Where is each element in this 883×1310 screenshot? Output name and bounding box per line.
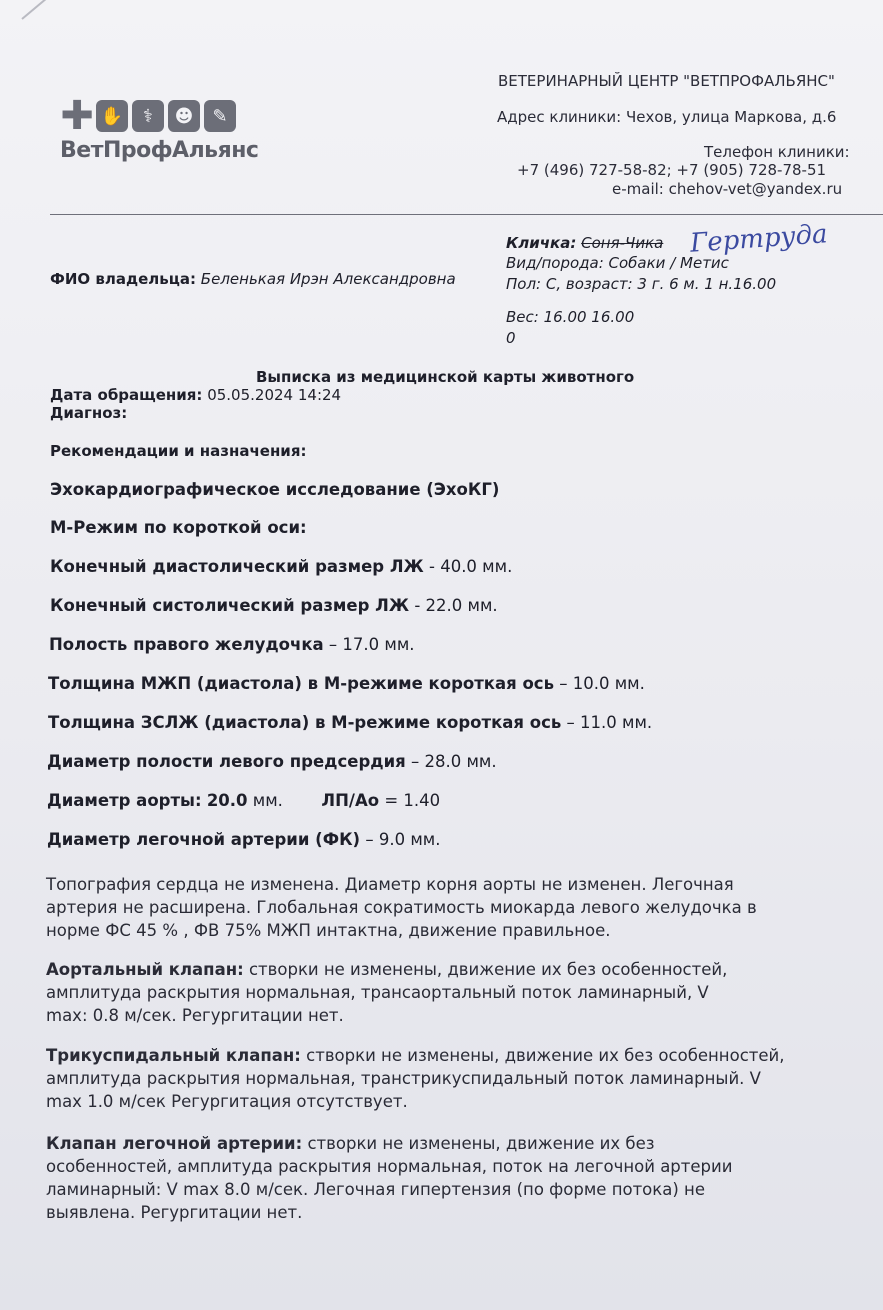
tricuspid-valve-label: Трикуспидальный клапан: (46, 1046, 301, 1065)
paragraph-line: max 1.0 м/сек Регургитация отсутствует. (46, 1092, 408, 1111)
aorta-unit: мм. (247, 791, 283, 810)
syringe-icon: ✎ (204, 100, 236, 132)
pet-name-struck: Соня-Чика (581, 234, 664, 252)
aortic-valve-paragraph (46, 958, 883, 1027)
paragraph-line (46, 1132, 883, 1155)
measurement-row (48, 713, 652, 732)
measurement-label: Полость правого желудочка (49, 635, 324, 654)
measurement-value: – 28.0 мм. (405, 752, 497, 771)
measurement-value: - 40.0 мм. (423, 557, 513, 576)
aorta-row (47, 791, 440, 810)
tricuspid-valve-paragraph (46, 1044, 883, 1113)
clinic-address: Адрес клиники: Чехов, улица Маркова, д.6 (497, 108, 837, 126)
cross-icon: ✚ (60, 93, 94, 139)
paragraph-text: створки не изменены, движение их без особенностей, (243, 960, 728, 979)
pulmonary-value: – 9.0 мм. (360, 830, 441, 849)
measurement-label: Конечный диастолический размер ЛЖ (50, 557, 424, 576)
measurement-label: Толщина ЗСЛЖ (диастола) в М-режиме короткая ось (48, 713, 562, 732)
header-divider (50, 214, 883, 215)
document-title: Выписка из медицинской карты животного (256, 368, 635, 386)
measurement-value: – 17.0 мм. (323, 635, 415, 654)
measurement-row (50, 596, 498, 615)
pulmonary-label: Диаметр легочной артерии (ФК) (47, 830, 361, 849)
pet-name-line (506, 234, 663, 252)
measurement-value: – 11.0 мм. (561, 713, 653, 732)
paragraph-line: амплитуда раскрытия нормальная, трансаортальный поток ламинарный, V (46, 983, 709, 1002)
aorta-value: 20.0 (206, 791, 248, 810)
pet-sex-age: Пол: С, возраст: 3 г. 6 м. 1 н.16.00 (506, 275, 777, 293)
measurement-row (50, 557, 512, 576)
paragraph-line: max: 0.8 м/сек. Регургитации нет. (46, 1006, 344, 1025)
pet-weight: Вес: 16.00 16.00 (506, 308, 635, 326)
hand-icon: ✋ (96, 100, 128, 132)
measurement-row (47, 752, 497, 771)
paragraph-text: створки не изменены, движение их без (302, 1134, 655, 1153)
study-title: Эхокардиографическое исследование (ЭхоКГ) (50, 480, 500, 499)
medical-tool-icon: ⚕ (132, 100, 164, 132)
pet-name-handwritten: Гертруда (689, 219, 829, 259)
paragraph-text: створки не изменены, движение их без особенностей, (300, 1046, 785, 1065)
paper-crease (21, 0, 68, 20)
paragraph-line: Топография сердца не изменена. Диаметр корня аорты не изменен. Легочная (46, 875, 734, 894)
paragraph-line: амплитуда раскрытия нормальная, транстрикуспидальный поток ламинарный. V (46, 1069, 761, 1088)
owner-line (50, 270, 456, 288)
measurement-row (49, 635, 415, 654)
pulmonary-row (47, 830, 440, 849)
measurement-label: Толщина МЖП (диастола) в М-режиме короткая ось (48, 674, 554, 693)
paragraph-line: норме ФС 45 % , ФВ 75% МЖП интактна, движение правильное. (46, 921, 611, 940)
ratio-label: ЛП/Ао (321, 791, 380, 810)
pulmonary-valve-paragraph (46, 1132, 883, 1224)
pulmonary-valve-label: Клапан легочной артерии: (46, 1134, 303, 1153)
owner-label: ФИО владельца: (50, 270, 197, 288)
paragraph-line: артерия не расширена. Глобальная сократимость миокарда левого желудочка в (46, 898, 757, 917)
measurement-value: – 10.0 мм. (554, 674, 645, 693)
ratio-value: = 1.40 (379, 791, 441, 810)
measurement-value: - 22.0 мм. (409, 596, 498, 615)
paragraph-line: особенностей, амплитуда раскрытия нормальная, поток на легочной артерии (46, 1157, 733, 1176)
visit-date-label: Дата обращения: (50, 386, 203, 404)
measurement-label: Конечный систолический размер ЛЖ (50, 596, 410, 615)
paragraph-line: ламинарный: V max 8.0 м/сек. Легочная гипертензия (по форме потока) не (46, 1180, 705, 1199)
visit-date-line (50, 386, 341, 404)
clinic-logo (60, 93, 236, 139)
paragraph-line: выявлена. Регургитации нет. (46, 1203, 303, 1222)
pet-breed: Вид/порода: Собаки / Метис (506, 254, 729, 272)
recommendations-label: Рекомендации и назначения: (50, 442, 307, 460)
aortic-valve-label: Аортальный клапан: (46, 960, 244, 979)
clinic-phones: +7 (496) 727-58-82; +7 (905) 728-78-51 (517, 161, 827, 179)
pet-name-label: Кличка: (506, 234, 577, 252)
measurement-row (48, 674, 645, 693)
paragraph-line (46, 958, 883, 981)
clinic-email: e-mail: chehov-vet@yandex.ru (612, 180, 843, 198)
diagnosis-label: Диагноз: (50, 404, 128, 422)
measurement-label: Диаметр полости левого предсердия (47, 752, 406, 771)
aorta-label: Диаметр аорты: (47, 791, 202, 810)
animal-icon: ☻ (168, 100, 200, 132)
pet-weight-cont: 0 (506, 329, 516, 347)
logo-text: ВетПрофАльянс (60, 138, 259, 163)
owner-name: Беленькая Ирэн Александровна (200, 270, 456, 288)
visit-date-value: 05.05.2024 14:24 (207, 386, 342, 404)
mode-title: М-Режим по короткой оси: (50, 518, 307, 537)
paragraph-line (46, 1044, 883, 1067)
clinic-phone-label: Телефон клиники: (704, 143, 850, 161)
topography-paragraph (46, 873, 883, 942)
clinic-name: ВЕТЕРИНАРНЫЙ ЦЕНТР "ВЕТПРОФАЛЬЯНС" (498, 72, 835, 90)
